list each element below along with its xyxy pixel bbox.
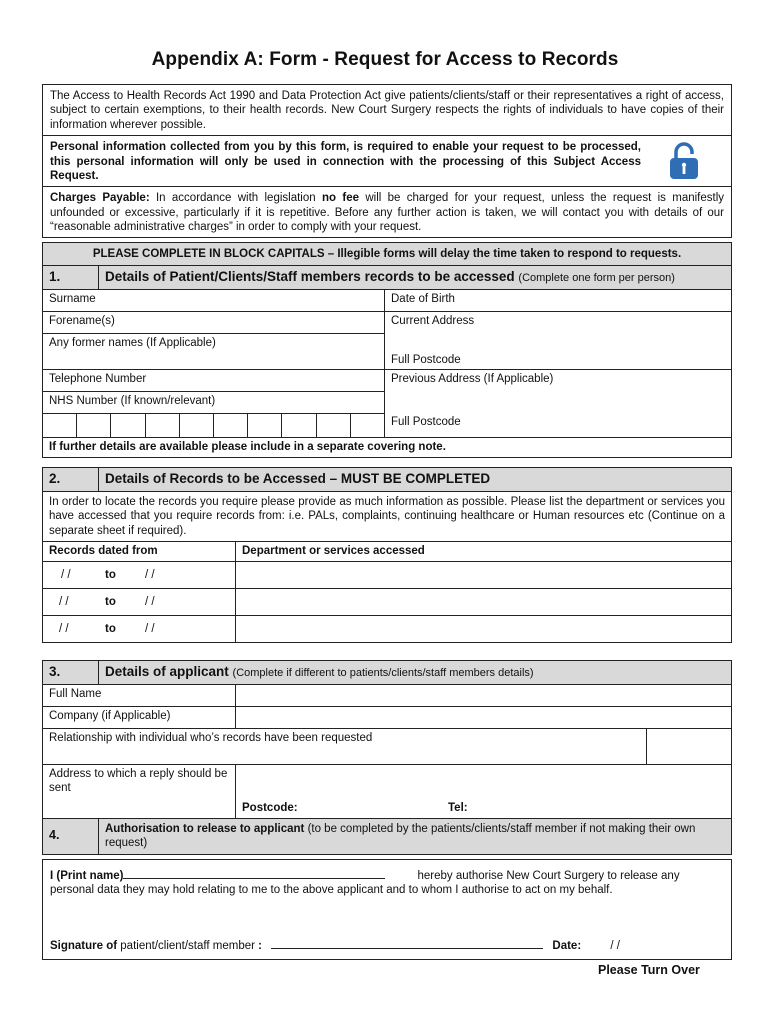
authorise-text-a: hereby authorise New Court Surgery to release any [417, 870, 680, 882]
records-dated-from-header: Records dated from [43, 542, 236, 562]
previous-address-label: Previous Address (If Applicable) [391, 373, 554, 386]
section-2-number: 2. [43, 468, 99, 492]
full-name-label: Full Name [43, 684, 236, 706]
signature-row [50, 939, 726, 953]
surname-field[interactable] [43, 290, 385, 312]
section-2-description: In order to locate the records you require please provide as much information as possible. Please list the department or services you have accessed that you require records from: i.e. PALs, complaints, continuing healthcare or Human resources etc (Continue on a separate sheet if required). [43, 491, 732, 541]
nhs-digit-box[interactable] [43, 414, 77, 437]
charges-label: Charges Payable: [50, 192, 150, 205]
telephone-field[interactable] [43, 370, 385, 392]
surname-label: Surname [49, 293, 96, 306]
page-title: Appendix A: Form - Request for Access to Records [151, 49, 619, 70]
former-names-field[interactable] [43, 334, 385, 370]
charges-paragraph [43, 187, 731, 237]
section-3-heading-note: (Complete if different to patients/clients/staff members details) [232, 667, 534, 679]
date-to: / / [145, 622, 155, 635]
charges-text: In accordance with legislation [149, 192, 322, 205]
department-field[interactable] [236, 589, 732, 616]
department-field[interactable] [236, 616, 732, 643]
date-range-field[interactable] [43, 562, 236, 589]
nhs-digit-box[interactable] [317, 414, 351, 437]
signature-text: patient/client/staff member [117, 940, 255, 952]
charges-text-cont: will be charged for your request, unless the request is manifestly unfounded or excessive, particularly if it is repetitive. Before any further action is taken, we will contact you with details of our “reasonable administrative charges” in order to comply with your request. [50, 192, 725, 233]
full-name-field[interactable] [236, 684, 732, 706]
block-capitals-banner: PLEASE COMPLETE IN BLOCK CAPITALS – Illegible forms will delay the time taken to respond to requests. [43, 243, 732, 266]
date-from: / / [61, 568, 71, 581]
nhs-digit-box[interactable] [111, 414, 145, 437]
former-names-label: Any former names (If Applicable) [49, 337, 216, 350]
section-4-body [42, 859, 732, 960]
section-1-heading [99, 266, 732, 290]
relationship-field[interactable] [647, 728, 732, 764]
signature-colon: : [254, 940, 262, 952]
section-3-number: 3. [43, 661, 99, 685]
section-1-heading-text: Details of Patient/Clients/Staff members records to be accessed [105, 269, 515, 285]
date-from: / / [59, 595, 69, 608]
date-to: / / [145, 568, 155, 581]
department-header: Department or services accessed [236, 542, 732, 562]
section-2 [42, 467, 732, 643]
forenames-label: Forename(s) [49, 315, 115, 328]
nhs-number-boxes[interactable] [43, 414, 385, 438]
dob-field[interactable] [385, 290, 732, 312]
to-label: to [105, 622, 116, 635]
postcode-label: Postcode: [242, 801, 298, 814]
postcode-label-2: Full Postcode [391, 415, 461, 428]
to-label: to [105, 568, 116, 581]
postcode-label-1: Full Postcode [391, 353, 461, 366]
to-label: to [105, 595, 116, 608]
section-1-number: 1. [43, 266, 99, 290]
nhs-digit-box[interactable] [77, 414, 111, 437]
section-1 [42, 242, 732, 458]
dob-label: Date of Birth [391, 293, 455, 306]
reply-address-field[interactable] [236, 764, 732, 818]
section-4-heading-text: Authorisation to release to applicant [105, 822, 305, 835]
date-label: Date: [552, 940, 582, 952]
nhs-number-label: NHS Number (If known/relevant) [49, 395, 216, 408]
nhs-number-label-cell [43, 392, 385, 414]
tel-label: Tel: [448, 801, 468, 814]
section-4-heading [99, 818, 732, 854]
nhs-digit-box[interactable] [351, 414, 384, 437]
padlock-icon [667, 142, 701, 180]
signature-field[interactable] [271, 948, 543, 949]
nhs-digit-box[interactable] [214, 414, 248, 437]
section-3-heading-text: Details of applicant [105, 664, 229, 679]
section-4-heading-note: (to be completed by the patients/clients/staff member if not making their own request) [105, 822, 696, 850]
section-1-heading-note: (Complete one form per person) [518, 272, 675, 285]
current-address-label: Current Address [391, 315, 475, 328]
telephone-label: Telephone Number [49, 373, 147, 386]
date-range-field[interactable] [43, 616, 236, 643]
section-3-heading [99, 661, 732, 685]
authorisation-text [50, 869, 726, 898]
previous-address-field[interactable] [385, 370, 732, 438]
date-range-field[interactable] [43, 589, 236, 616]
print-name-label: I (Print name) [50, 870, 124, 882]
intro-box [42, 84, 732, 238]
date-to: / / [145, 595, 155, 608]
personal-info-text: Personal information collected from you by this form, is required to enable your request to be processed, this personal information will only be used in connection with the processing of this Subject Access Request. [50, 141, 641, 182]
nhs-digit-box[interactable] [282, 414, 316, 437]
authorise-text-b: personal data they may hold relating to me to the above applicant and to whom I authorise to act on my behalf. [50, 884, 613, 897]
company-field[interactable] [236, 706, 732, 728]
date-field[interactable]: / / [610, 940, 620, 952]
intro-paragraph: The Access to Health Records Act 1990 and Data Protection Act give patients/clients/staff or their representatives a right of access, subject to certain exemptions, to their health records. New Court Surgery respects the rights of individuals to have copies of their information wherever possible. [43, 85, 731, 136]
no-fee-text: no fee [321, 192, 359, 205]
department-field[interactable] [236, 562, 732, 589]
nhs-digit-box[interactable] [180, 414, 214, 437]
personal-info-notice [43, 136, 731, 187]
section-2-heading: Details of Records to be Accessed – MUST BE COMPLETED [99, 468, 732, 492]
reply-address-label: Address to which a reply should be sent [43, 764, 236, 818]
please-turn-over: Please Turn Over [598, 963, 700, 977]
date-from: / / [59, 622, 69, 635]
relationship-label: Relationship with individual who’s records have been requested [43, 728, 647, 764]
nhs-digit-box[interactable] [248, 414, 282, 437]
section-3 [42, 660, 732, 855]
print-name-field[interactable] [123, 878, 385, 879]
forenames-field[interactable] [43, 312, 385, 334]
company-label: Company (if Applicable) [43, 706, 236, 728]
section-4-number: 4. [43, 818, 99, 854]
current-address-field[interactable] [385, 312, 732, 370]
signature-label: Signature of [50, 940, 118, 952]
further-details-note: If further details are available please include in a separate covering note. [43, 438, 732, 457]
nhs-digit-box[interactable] [146, 414, 180, 437]
